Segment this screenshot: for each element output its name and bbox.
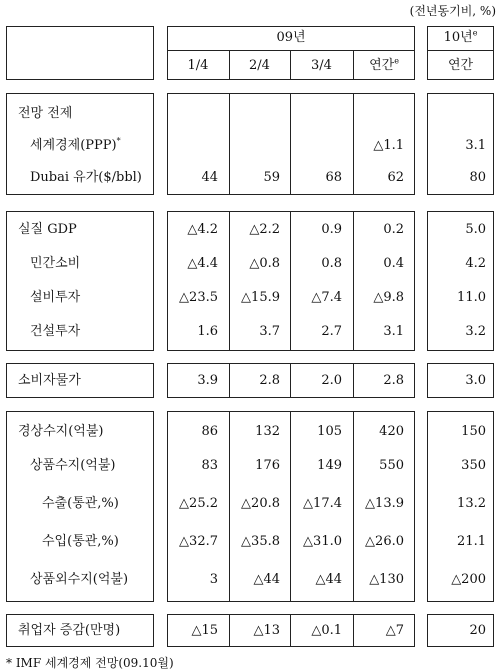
cell-construction-q1: 1.6	[197, 324, 218, 339]
cell-world-economy-annual09: △1.1	[373, 138, 404, 153]
col-q2-header: 2/4	[249, 58, 270, 73]
cell-employment-annual10: 20	[469, 623, 486, 638]
year-09-header: 09년	[276, 30, 306, 45]
row-label-private-consumption: 민간소비	[30, 256, 81, 271]
cell-construction-q3: 2.7	[321, 324, 342, 339]
row-label-exports: 수출(통관,%)	[42, 496, 119, 511]
cell-dubai-annual10: 80	[469, 170, 486, 185]
cell-non-goods-q2: △44	[253, 572, 280, 587]
row-label-goods-balance: 상품수지(억불)	[30, 458, 116, 473]
cell-dubai-q3: 68	[325, 170, 342, 185]
row-label-dubai-oil: Dubai 유가($/bbl)	[30, 170, 142, 185]
row-label-real-gdp: 실질 GDP	[18, 222, 77, 237]
cell-cpi-q2: 2.8	[259, 373, 280, 388]
cell-dubai-annual09: 62	[387, 170, 404, 185]
col-annual09-header: 연간$^e$	[369, 56, 399, 73]
cell-construction-annual10: 3.2	[465, 324, 486, 339]
row-label-current-account: 경상수지(억불)	[18, 424, 104, 439]
cell-goods-annual10: 350	[461, 458, 486, 473]
cell-gdp-q3: 0.9	[321, 222, 342, 237]
cell-imports-annual10: 21.1	[457, 534, 486, 549]
cell-exports-q2: △20.8	[241, 496, 280, 511]
col-q1-header: 1/4	[187, 58, 209, 73]
cell-imports-q2: △35.8	[241, 534, 280, 549]
cell-consumption-annual09: 0.4	[383, 256, 404, 271]
cell-consumption-q3: 0.8	[321, 256, 342, 271]
cell-non-goods-annual09: △130	[369, 572, 404, 587]
cell-employment-annual09: △7	[385, 623, 404, 638]
cell-current-account-q1: 86	[201, 424, 218, 439]
cell-employment-q3: △0.1	[311, 623, 342, 638]
cell-dubai-q1: 44	[201, 170, 218, 185]
row-label-construction-investment: 건설투자	[30, 324, 81, 339]
cell-goods-q2: 176	[255, 458, 280, 473]
cell-non-goods-annual10: △200	[451, 572, 486, 587]
cell-facility-annual09: △9.8	[373, 290, 404, 305]
cell-non-goods-q3: △44	[315, 572, 342, 587]
header-label-box	[6, 26, 154, 80]
cell-current-account-q2: 132	[255, 424, 280, 439]
cell-construction-q2: 3.7	[259, 324, 280, 339]
col-annual10-header: 연간	[447, 58, 474, 73]
row-label-cpi: 소비자물가	[18, 373, 81, 388]
cell-imports-q3: △31.0	[303, 534, 342, 549]
cell-consumption-annual10: 4.2	[465, 256, 486, 271]
cell-consumption-q1: △4.4	[187, 256, 218, 271]
cell-cpi-q1: 3.9	[197, 373, 218, 388]
year-10-header: 10년$^e$	[443, 28, 478, 45]
cell-world-economy-annual10: 3.1	[465, 138, 486, 153]
cell-employment-q2: △13	[253, 623, 280, 638]
row-label-employment: 취업자 증감(만명)	[18, 623, 121, 638]
cell-cpi-annual10: 3.0	[465, 373, 486, 388]
cell-goods-q3: 149	[317, 458, 342, 473]
cell-exports-q1: △25.2	[179, 496, 218, 511]
cell-gdp-q2: △2.2	[249, 222, 280, 237]
col-q3-header: 3/4	[311, 58, 332, 73]
cell-employment-q1: △15	[191, 623, 218, 638]
unit-note: (전년동기비, %)	[409, 4, 496, 18]
cell-facility-q2: △15.9	[241, 290, 280, 305]
cell-construction-annual09: 3.1	[383, 324, 404, 339]
row-label-non-goods-balance: 상품외수지(억불)	[30, 572, 129, 587]
cell-gdp-q1: △4.2	[187, 222, 218, 237]
cell-exports-annual09: △13.9	[365, 496, 404, 511]
row-label-facility-investment: 설비투자	[30, 290, 81, 305]
cell-current-account-annual10: 150	[461, 424, 486, 439]
cell-non-goods-q1: 3	[209, 572, 218, 587]
row-label-world-economy: 세계경제(PPP)*	[30, 136, 121, 153]
cell-exports-q3: △17.4	[303, 496, 342, 511]
cell-facility-annual10: 11.0	[457, 290, 486, 305]
cell-facility-q3: △7.4	[311, 290, 342, 305]
cell-imports-q1: △32.7	[179, 534, 218, 549]
cell-facility-q1: △23.5	[179, 290, 218, 305]
cell-dubai-q2: 59	[263, 170, 280, 185]
cell-consumption-q2: △0.8	[249, 256, 280, 271]
cell-imports-annual09: △26.0	[365, 534, 404, 549]
cell-cpi-annual09: 2.8	[383, 373, 404, 388]
cell-goods-q1: 83	[201, 458, 218, 473]
row-label-imports: 수입(통관,%)	[42, 534, 119, 549]
cell-gdp-annual09: 0.2	[383, 222, 404, 237]
cell-gdp-annual10: 5.0	[465, 222, 486, 237]
section-title-prerequisites: 전망 전제	[18, 106, 73, 121]
cell-goods-annual09: 550	[379, 458, 404, 473]
footnote: * IMF 세계경제 전망(09.10월)	[6, 656, 174, 670]
cell-current-account-annual09: 420	[379, 424, 404, 439]
cell-exports-annual10: 13.2	[457, 496, 486, 511]
cell-cpi-q3: 2.0	[321, 373, 342, 388]
cell-current-account-q3: 105	[317, 424, 342, 439]
